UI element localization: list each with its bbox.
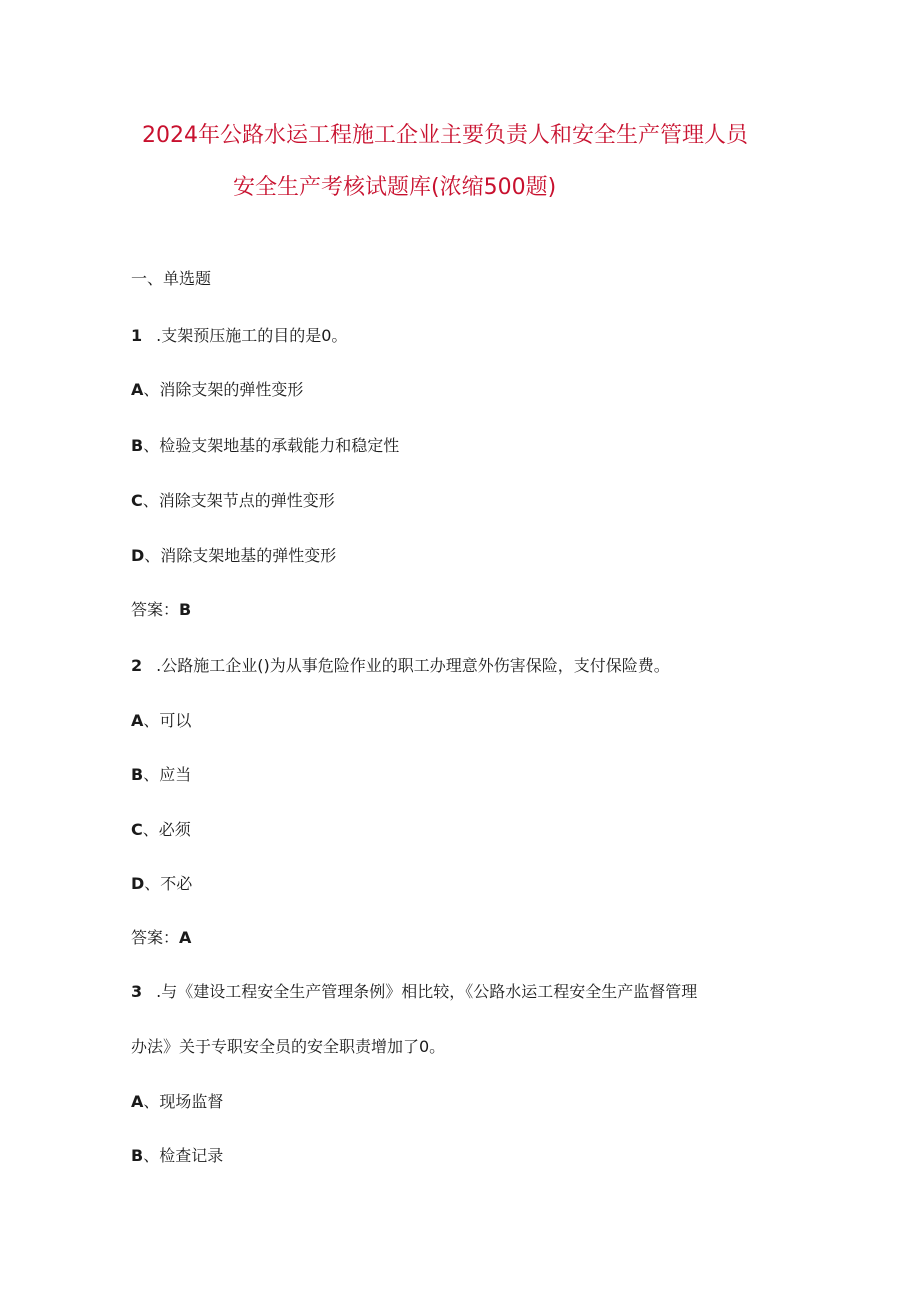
- option-text: 、必须: [142, 820, 191, 839]
- option-text: 、可以: [143, 711, 192, 730]
- option-text: 、消除支架的弹性变形: [143, 380, 304, 399]
- option-letter: C: [131, 820, 143, 839]
- question-1-option-b: [131, 433, 399, 456]
- option-letter: B: [131, 1146, 144, 1165]
- question-1-option-d: [131, 543, 336, 566]
- question-2-option-d: [131, 871, 192, 894]
- question-3-continuation: 办法》关于专职安全员的安全职责增加了0。: [131, 1037, 446, 1056]
- question-text: .公路施工企业()为从事危险作业的职工办理意外伤害保险，支付保险费。: [156, 656, 670, 675]
- question-number: 1: [131, 326, 143, 345]
- question-2-option-b: [131, 762, 191, 785]
- question-1: [131, 323, 347, 346]
- question-2-option-c: [131, 817, 191, 840]
- option-letter: B: [131, 765, 144, 784]
- question-number: 2: [131, 656, 143, 675]
- question-text: .与《建设工程安全生产管理条例》相比较，《公路水运工程安全生产监督管理: [156, 982, 698, 1001]
- option-text: 、检查记录: [143, 1146, 224, 1165]
- question-3: [131, 979, 697, 1002]
- option-letter: A: [131, 380, 144, 399]
- section-heading: 一、单选题: [131, 269, 212, 288]
- answer-value: B: [179, 600, 192, 619]
- question-number: 3: [131, 982, 143, 1001]
- option-text: 、不必: [144, 874, 193, 893]
- question-1-option-a: [131, 377, 303, 400]
- option-letter: D: [131, 546, 145, 565]
- option-letter: A: [131, 711, 144, 730]
- question-1-answer: [131, 597, 191, 620]
- question-text: .支架预压施工的目的是0。: [156, 326, 348, 345]
- question-3-option-a: [131, 1089, 223, 1112]
- option-letter: C: [131, 491, 143, 510]
- option-text: 、现场监督: [143, 1092, 224, 1111]
- answer-label: 答案：: [131, 600, 180, 619]
- option-letter: D: [131, 874, 145, 893]
- option-text: 、消除支架地基的弹性变形: [144, 546, 337, 565]
- option-letter: A: [131, 1092, 144, 1111]
- answer-value: A: [179, 928, 192, 947]
- option-letter: B: [131, 436, 144, 455]
- question-1-option-c: [131, 488, 335, 511]
- document-title-line-2: 安全生产考核试题库(浓缩500题): [233, 175, 557, 200]
- question-2: [131, 653, 670, 676]
- option-text: 、消除支架节点的弹性变形: [142, 491, 335, 510]
- answer-label: 答案：: [131, 928, 180, 947]
- document-title-line-1: 2024年公路水运工程施工企业主要负责人和安全生产管理人员: [142, 123, 748, 148]
- question-2-answer: [131, 925, 191, 948]
- option-text: 、应当: [143, 765, 192, 784]
- option-text: 、检验支架地基的承载能力和稳定性: [143, 436, 400, 455]
- question-2-option-a: [131, 708, 191, 731]
- question-3-option-b: [131, 1143, 223, 1166]
